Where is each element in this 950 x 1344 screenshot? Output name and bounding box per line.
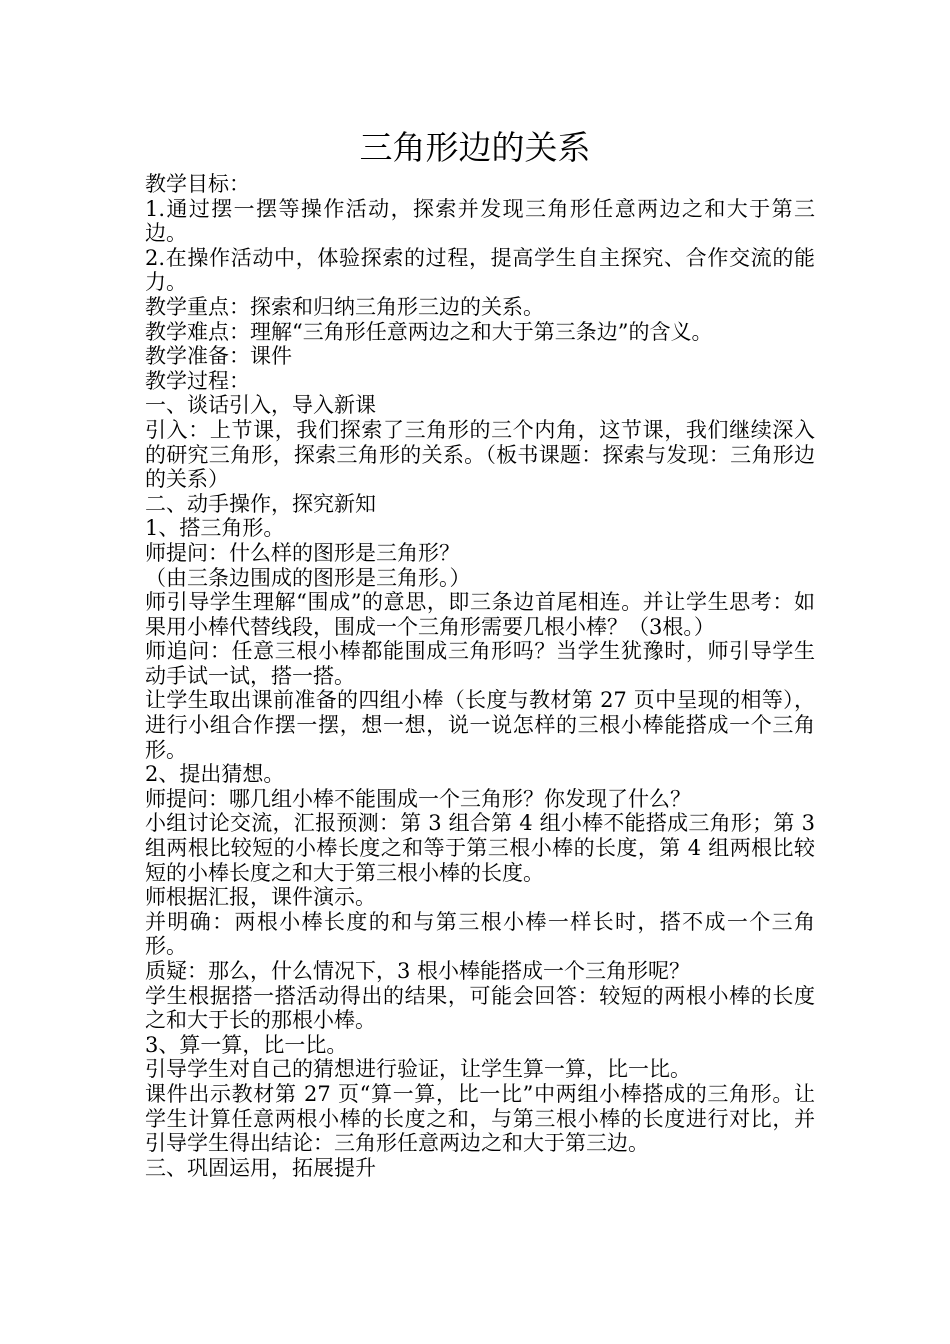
paragraph: 师追问：任意三根小棒都能围成三角形吗？当学生犹豫时，师引导学生动手试一试，搭一搭。 [145,639,815,688]
paragraph: （由三条边围成的图形是三角形。） [145,565,471,590]
paragraph: 师根据汇报，课件演示。 [145,885,376,910]
section-heading: 一、谈话引入，导入新课 [145,393,376,418]
paragraph: 1.通过摆一摆等操作活动，探索并发现三角形任意两边之和大于第三边。 [145,196,815,246]
paragraph: 让学生取出课前准备的四组小棒（长度与教材第 27 页中呈现的相等），进行小组合作摆一摆，想一想，说一说怎样的三根小棒能搭成一个三角形。 [145,688,815,762]
paragraph: 师提问：什么样的图形是三角形？ [145,540,460,565]
subsection-heading: 2、提出猜想。 [145,762,285,787]
paragraph: 教学目标： [145,172,250,196]
section-heading: 二、动手操作，探究新知 [145,491,376,516]
paragraph: 并明确：两根小棒长度的和与第三根小棒一样长时，搭不成一个三角形。 [145,909,815,959]
paragraph: 师提问：哪几组小棒不能围成一个三角形？你发现了什么？ [145,786,691,811]
paragraph: 小组讨论交流，汇报预测：第 3 组合第 4 组小棒不能搭成三角形；第 3 组两根比较短的小棒长度之和等于第三根小棒的长度，第 4 组两根比较短的小棒长度之和大于第三根小棒的长度。 [145,811,815,885]
paragraph: 教学重点：探索和归纳三角形三边的关系。 [145,294,544,319]
paragraph: 教学难点：理解“三角形任意两边之和大于第三条边”的含义。 [145,319,713,344]
document-body [145,172,815,1180]
paragraph: 教学过程： [145,368,250,393]
paragraph: 师引导学生理解“围成”的意思，即三条边首尾相连。并让学生思考：如果用小棒代替线段，围成一个三角形需要几根小棒？（3根。） [145,590,815,639]
paragraph: 课件出示教材第 27 页“算一算，比一比”中两组小棒搭成的三角形。让学生计算任意两根小棒的长度之和，与第三根小棒的长度进行对比，并引导学生得出结论：三角形任意两边之和大于第三边。 [145,1081,815,1156]
paragraph: 引入：上节课，我们探索了三角形的三个内角，这节课，我们继续深入的研究三角形，探索三角形的关系。（板书课题：探索与发现：三角形边的关系） [145,417,815,492]
paragraph: 学生根据搭一搭活动得出的结果，可能会回答：较短的两根小棒的长度之和大于长的那根小棒。 [145,983,815,1033]
paragraph: 引导学生对自己的猜想进行验证，让学生算一算，比一比。 [145,1057,691,1082]
section-heading: 三、巩固运用，拓展提升 [145,1155,376,1180]
document-title: 三角形边的关系 [359,128,591,167]
subsection-heading: 1、搭三角形。 [145,516,285,541]
paragraph: 质疑：那么，什么情况下，3 根小棒能搭成一个三角形呢？ [145,959,691,983]
subsection-heading: 3、算一算，比一比。 [145,1032,348,1057]
paragraph: 2.在操作活动中，体验探索的过程，提高学生自主探究、合作交流的能力。 [145,245,815,295]
paragraph: 教学准备：课件 [145,344,292,369]
